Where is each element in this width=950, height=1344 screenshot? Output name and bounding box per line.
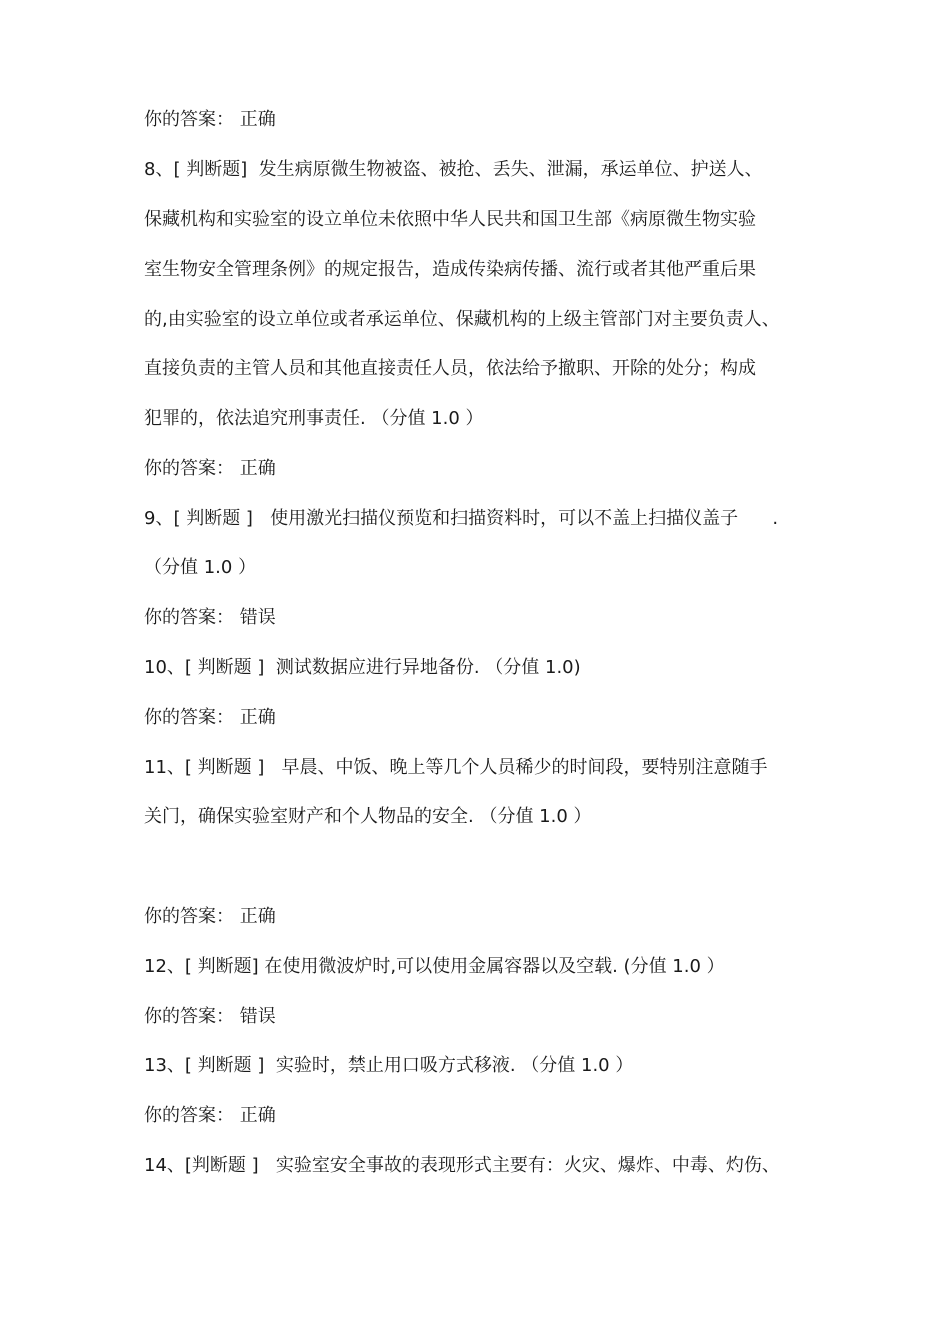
answer-line: 你的答案： 错误 bbox=[144, 607, 276, 628]
question-8-line-4: 的,由实验室的设立单位或者承运单位、保藏机构的上级主管部门对主要负责人、 bbox=[144, 309, 780, 330]
question-11-line-1: 11、[ 判断题 ] 早晨、中饭、晚上等几个人员稀少的时间段，要特别注意随手 bbox=[144, 757, 768, 778]
question-13-line-1: 13、[ 判断题 ] 实验时，禁止用口吸方式移液. （分值 1.0 ） bbox=[144, 1055, 634, 1076]
answer-line: 你的答案： 正确 bbox=[144, 906, 276, 927]
question-8-line-5: 直接负责的主管人员和其他直接责任人员，依法给予撤职、开除的处分；构成 bbox=[144, 358, 756, 379]
question-8-line-6: 犯罪的，依法追究刑事责任. （分值 1.0 ） bbox=[144, 408, 484, 429]
question-12-line-1: 12、[ 判断题] 在使用微波炉时,可以使用金属容器以及空载. (分值 1.0 ） bbox=[144, 956, 725, 977]
answer-line: 你的答案： 错误 bbox=[144, 1006, 276, 1027]
question-8-line-3: 室生物安全管理条例》的规定报告，造成传染病传播、流行或者其他严重后果 bbox=[144, 259, 756, 280]
question-14-line-1: 14、[判断题 ] 实验室安全事故的表现形式主要有：火灾、爆炸、中毒、灼伤、 bbox=[144, 1155, 780, 1176]
answer-line: 你的答案： 正确 bbox=[144, 109, 276, 130]
answer-line: 你的答案： 正确 bbox=[144, 458, 276, 479]
question-9-line-1: 9、[ 判断题 ] 使用激光扫描仪预览和扫描资料时，可以不盖上扫描仪盖子 . bbox=[144, 508, 779, 529]
question-10-line-1: 10、[ 判断题 ] 测试数据应进行异地备份. （分值 1.0) bbox=[144, 657, 581, 678]
answer-line: 你的答案： 正确 bbox=[144, 707, 276, 728]
answer-line: 你的答案： 正确 bbox=[144, 1105, 276, 1126]
question-11-line-2: 关门，确保实验室财产和个人物品的安全. （分值 1.0 ） bbox=[144, 806, 592, 827]
question-8-line-2: 保藏机构和实验室的设立单位未依照中华人民共和国卫生部《病原微生物实验 bbox=[144, 209, 756, 230]
question-8-line-1: 8、[ 判断题] 发生病原微生物被盗、被抢、丢失、泄漏，承运单位、护送人、 bbox=[144, 159, 763, 180]
question-9-line-2: （分值 1.0 ） bbox=[144, 557, 257, 578]
